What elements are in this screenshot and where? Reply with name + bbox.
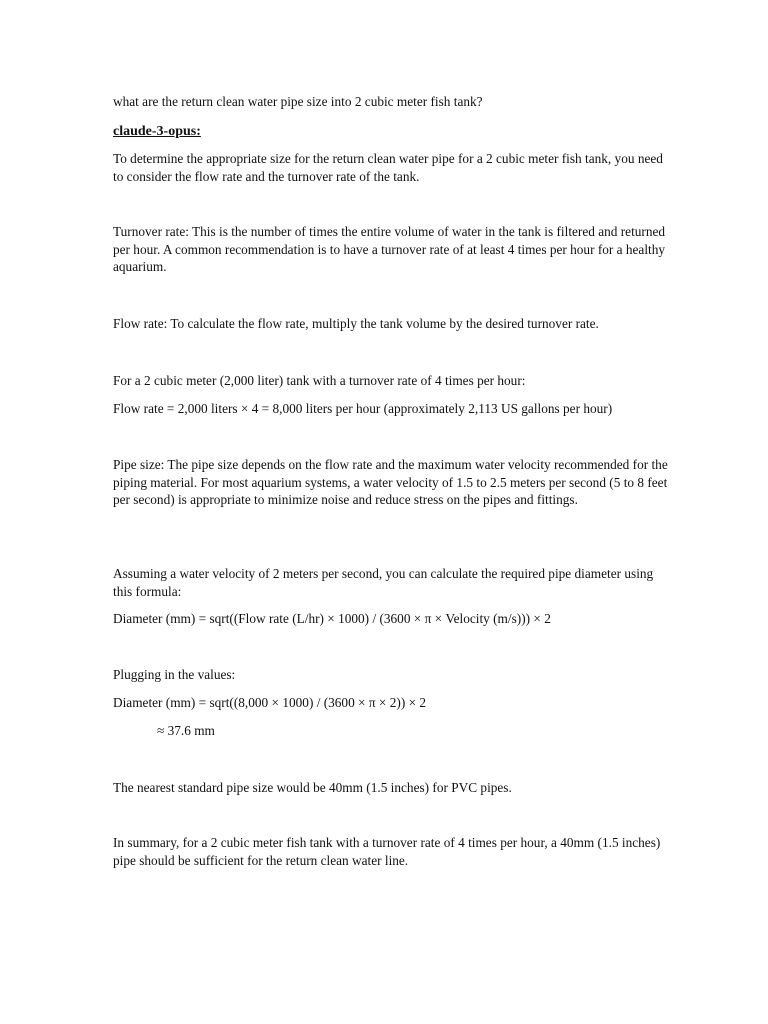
intro-paragraph: To determine the appropriate size for the return clean water pipe for a 2 cubic meter fish tank, you need to consider the flow rate and the turnover rate of the tank. <box>113 151 663 184</box>
plugging-paragraph: Plugging in the values: <box>113 667 236 682</box>
nearest-paragraph: The nearest standard pipe size would be 40mm (1.5 inches) for PVC pipes. <box>113 780 512 795</box>
formula-paragraph: Diameter (mm) = sqrt((Flow rate (L/hr) × 1000) / (3600 × π × Velocity (m/s))) × 2 <box>113 611 551 626</box>
result-paragraph: ≈ 37.6 mm <box>157 723 215 738</box>
flow-calc-paragraph: Flow rate = 2,000 liters × 4 = 8,000 liters per hour (approximately 2,113 US gallons per hour) <box>113 401 613 416</box>
calc-paragraph: Diameter (mm) = sqrt((8,000 × 1000) / (3600 × π × 2)) × 2 <box>113 695 427 710</box>
question-text: what are the return clean water pipe size into 2 cubic meter fish tank? <box>113 94 483 109</box>
summary-paragraph: In summary, for a 2 cubic meter fish tank with a turnover rate of 4 times per hour, a 40mm (1.5 inches) pipe should be sufficient for the return clean water line. <box>113 835 661 868</box>
example-paragraph: For a 2 cubic meter (2,000 liter) tank with a turnover rate of 4 times per hour: <box>113 373 526 388</box>
pipe-size-paragraph: Pipe size: The pipe size depends on the flow rate and the maximum water velocity recommended for the piping material. For most aquarium systems, a water velocity of 1.5 to 2.5 meters per second (5 to 8 feet per second) is appropriate to minimize noise and reduce stress on the pipes and fittings. <box>113 457 668 507</box>
turnover-paragraph: Turnover rate: This is the number of times the entire volume of water in the tank is filtered and returned per hour. A common recommendation is to have a turnover rate of at least 4 times per hour for a healthy aquarium. <box>113 224 666 274</box>
flow-rate-paragraph: Flow rate: To calculate the flow rate, multiply the tank volume by the desired turnover rate. <box>113 316 599 331</box>
model-heading: claude-3-opus: <box>113 124 201 139</box>
assume-paragraph: Assuming a water velocity of 2 meters per second, you can calculate the required pipe diameter using this formula: <box>113 566 654 599</box>
